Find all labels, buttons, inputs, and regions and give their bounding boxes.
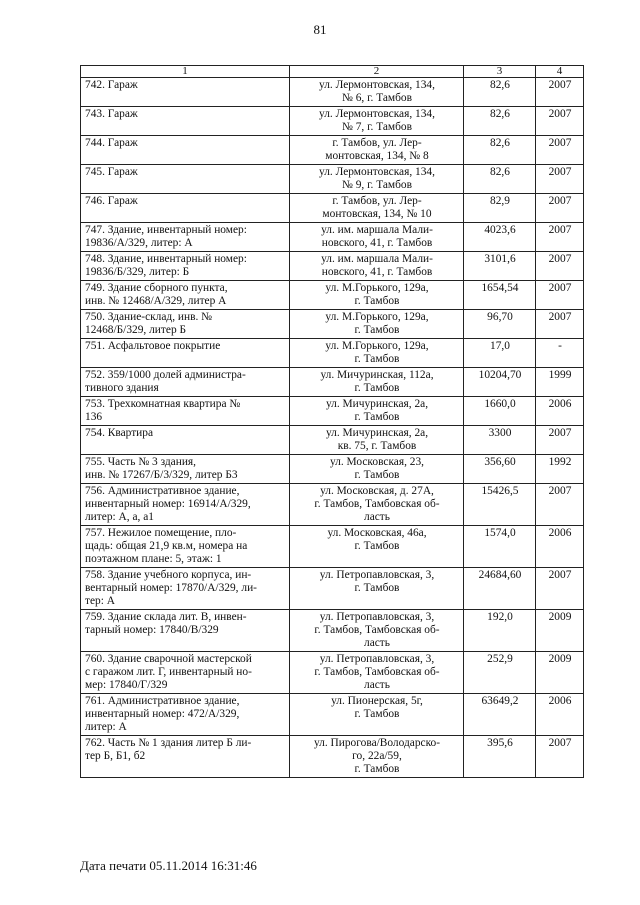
- property-name-cell: [81, 397, 290, 426]
- property-area-cell: [464, 736, 536, 778]
- property-address-cell: [290, 339, 464, 368]
- property-year-cell-text: 2007: [548, 311, 572, 323]
- property-year-cell-text: 2007: [548, 282, 572, 294]
- property-area-cell-text: 82,9: [490, 195, 510, 207]
- property-year-cell: [536, 339, 584, 368]
- property-area-cell: [464, 526, 536, 568]
- property-name-cell-text: 756. Административное здание, инвентарный номер: 16914/А/329, литер: А, а, а1: [85, 485, 251, 523]
- property-area-cell: [464, 368, 536, 397]
- property-name-cell: [81, 455, 290, 484]
- property-year-cell-text: 2007: [548, 108, 572, 120]
- property-name-cell: [81, 107, 290, 136]
- property-year-cell: [536, 694, 584, 736]
- property-area-cell-text: 192,0: [487, 611, 513, 623]
- property-year-cell: [536, 194, 584, 223]
- property-address-cell-text: ул. Пирогова/Володарско- го, 22а/59, г. Тамбов: [313, 737, 441, 775]
- property-year-cell: [536, 455, 584, 484]
- property-address-cell-text: ул. Петропавловская, 3, г. Тамбов, Тамбовская об- ласть: [314, 653, 440, 691]
- print-date: Дата печати 05.11.2014 16:31:46: [80, 858, 257, 873]
- property-year-cell-text: 2007: [548, 253, 572, 265]
- property-address-cell: [290, 526, 464, 568]
- property-year-cell-text: 2007: [548, 427, 572, 439]
- property-name-cell: [81, 165, 290, 194]
- property-year-cell: [536, 281, 584, 310]
- property-year-cell: [536, 736, 584, 778]
- property-address-cell: [290, 610, 464, 652]
- property-area-cell: [464, 252, 536, 281]
- property-area-cell: [464, 310, 536, 339]
- property-area-cell-text: 82,6: [490, 108, 510, 120]
- property-year-cell: [536, 397, 584, 426]
- property-address-cell-text: ул. Московская, д. 27А, г. Тамбов, Тамбовская об- ласть: [314, 485, 440, 523]
- property-area-cell-text: 15426,5: [481, 485, 519, 497]
- property-name-cell: [81, 736, 290, 778]
- property-area-cell-text: 4023,6: [484, 224, 516, 236]
- property-name-cell-text: 747. Здание, инвентарный номер: 19836/А/329, литер: А: [85, 224, 247, 249]
- property-area-cell-text: 356,60: [484, 456, 516, 468]
- property-area-cell: [464, 223, 536, 252]
- table-body: [81, 78, 584, 778]
- property-area-cell-text: 10204,70: [478, 369, 522, 381]
- property-area-cell: [464, 339, 536, 368]
- property-name-cell: [81, 526, 290, 568]
- property-area-cell: [464, 694, 536, 736]
- property-address-cell-text: ул. Московская, 23, г. Тамбов: [329, 456, 425, 481]
- property-year-cell: [536, 136, 584, 165]
- property-area-cell-text: 252,9: [487, 653, 513, 665]
- property-name-cell: [81, 426, 290, 455]
- property-year-cell-text: 2009: [548, 611, 572, 623]
- property-area-cell: [464, 78, 536, 107]
- property-area-cell-text: 395,6: [487, 737, 513, 749]
- property-address-cell-text: ул. Петропавловская, 3, г. Тамбов, Тамбовская об- ласть: [314, 611, 440, 649]
- column-header-2: 2: [290, 66, 464, 78]
- property-name-cell-text: 754. Квартира: [85, 427, 154, 439]
- property-name-cell: [81, 484, 290, 526]
- property-year-cell: [536, 252, 584, 281]
- property-address-cell-text: ул. Мичуринская, 2а, кв. 75, г. Тамбов: [325, 427, 429, 452]
- property-year-cell-text: 1999: [548, 369, 572, 381]
- property-name-cell-text: 744. Гараж: [85, 137, 138, 149]
- property-name-cell-text: 745. Гараж: [85, 166, 138, 178]
- property-year-cell: [536, 223, 584, 252]
- property-address-cell: [290, 281, 464, 310]
- property-name-cell: [81, 223, 290, 252]
- property-address-cell-text: ул. М.Горького, 129а, г. Тамбов: [325, 282, 429, 307]
- property-name-cell-text: 743. Гараж: [85, 108, 138, 120]
- table-row: [81, 252, 584, 281]
- property-name-cell: [81, 568, 290, 610]
- property-year-cell-text: -: [558, 340, 562, 352]
- property-address-cell: [290, 194, 464, 223]
- property-address-cell-text: ул. Лермонтовская, 134, № 7, г. Тамбов: [319, 108, 435, 133]
- property-area-cell-text: 63649,2: [481, 695, 519, 707]
- property-year-cell: [536, 568, 584, 610]
- property-name-cell-text: 757. Нежилое помещение, пло- щадь: общая 21,9 кв.м, номера на поэтажном плане: 5, этаж: 1: [85, 527, 248, 565]
- property-address-cell-text: ул. Мичуринская, 112а, г. Тамбов: [320, 369, 434, 394]
- property-year-cell-text: 2007: [548, 166, 572, 178]
- table-row: [81, 526, 584, 568]
- column-header-3: 3: [464, 66, 536, 78]
- property-name-cell: [81, 310, 290, 339]
- table-row: [81, 78, 584, 107]
- property-address-cell: [290, 568, 464, 610]
- table-row: [81, 568, 584, 610]
- property-name-cell: [81, 610, 290, 652]
- property-name-cell-text: 742. Гараж: [85, 79, 138, 91]
- property-year-cell-text: 2007: [548, 79, 572, 91]
- property-name-cell-text: 755. Часть № 3 здания, инв. № 17267/Б/3/329, литер Б3: [85, 456, 238, 481]
- property-area-cell-text: 1660,0: [484, 398, 516, 410]
- property-address-cell: [290, 455, 464, 484]
- property-address-cell: [290, 736, 464, 778]
- property-address-cell: [290, 368, 464, 397]
- column-header-1: 1: [81, 66, 290, 78]
- property-area-cell-text: 3101,6: [484, 253, 516, 265]
- property-address-cell-text: г. Тамбов, ул. Лер- монтовская, 134, № 10: [322, 195, 432, 220]
- table-row: [81, 694, 584, 736]
- property-year-cell-text: 2007: [548, 195, 572, 207]
- property-address-cell: [290, 484, 464, 526]
- property-address-cell-text: ул. им. маршала Мали- новского, 41, г. Тамбов: [321, 224, 433, 249]
- property-address-cell-text: ул. Мичуринская, 2а, г. Тамбов: [325, 398, 429, 423]
- property-year-cell-text: 2006: [548, 695, 572, 707]
- property-year-cell-text: 2006: [548, 398, 572, 410]
- property-address-cell-text: ул. им. маршала Мали- новского, 41, г. Тамбов: [321, 253, 433, 278]
- property-area-cell: [464, 165, 536, 194]
- property-year-cell: [536, 310, 584, 339]
- property-name-cell: [81, 78, 290, 107]
- property-name-cell: [81, 194, 290, 223]
- property-name-cell: [81, 368, 290, 397]
- property-address-cell: [290, 694, 464, 736]
- table-row: [81, 610, 584, 652]
- property-area-cell: [464, 136, 536, 165]
- page-number: 81: [313, 22, 327, 37]
- property-name-cell: [81, 252, 290, 281]
- property-year-cell-text: 2006: [548, 527, 572, 539]
- property-area-cell: [464, 194, 536, 223]
- property-address-cell-text: ул. Лермонтовская, 134, № 6, г. Тамбов: [319, 79, 435, 104]
- property-address-cell: [290, 223, 464, 252]
- property-address-cell-text: ул. Московская, 46а, г. Тамбов: [327, 527, 427, 552]
- property-address-cell: [290, 652, 464, 694]
- property-name-cell-text: 759. Здание склада лит. В, инвен- тарный номер: 17840/В/329: [85, 611, 247, 636]
- property-address-cell: [290, 165, 464, 194]
- property-year-cell-text: 2009: [548, 653, 572, 665]
- property-year-cell-text: 2007: [548, 224, 572, 236]
- property-area-cell-text: 1654,54: [481, 282, 519, 294]
- property-area-cell-text: 24684,60: [478, 569, 522, 581]
- property-year-cell-text: 1992: [548, 456, 572, 468]
- property-name-cell-text: 762. Часть № 1 здания литер Б ли- тер Б, Б1, б2: [85, 737, 252, 762]
- property-address-cell-text: ул. Лермонтовская, 134, № 9, г. Тамбов: [319, 166, 435, 191]
- property-area-cell: [464, 397, 536, 426]
- property-address-cell-text: г. Тамбов, ул. Лер- монтовская, 134, № 8: [325, 137, 429, 162]
- property-area-cell-text: 17,0: [490, 340, 510, 352]
- property-year-cell: [536, 78, 584, 107]
- property-address-cell-text: ул. М.Горького, 129а, г. Тамбов: [325, 311, 429, 336]
- property-name-cell-text: 746. Гараж: [85, 195, 138, 207]
- property-name-cell: [81, 339, 290, 368]
- table-header-row: [81, 66, 584, 78]
- table-row: [81, 426, 584, 455]
- table-row: [81, 136, 584, 165]
- property-name-cell: [81, 136, 290, 165]
- property-year-cell: [536, 652, 584, 694]
- property-address-cell: [290, 252, 464, 281]
- property-address-cell: [290, 78, 464, 107]
- property-area-cell: [464, 281, 536, 310]
- property-year-cell: [536, 610, 584, 652]
- property-area-cell-text: 82,6: [490, 79, 510, 91]
- property-area-cell: [464, 426, 536, 455]
- property-area-cell: [464, 484, 536, 526]
- property-name-cell-text: 758. Здание учебного корпуса, ин- вентарный номер: 17870/А/329, ли- тер: А: [85, 569, 257, 607]
- property-address-cell-text: ул. Петропавловская, 3, г. Тамбов: [319, 569, 435, 594]
- property-address-cell-text: ул. М.Горького, 129а, г. Тамбов: [325, 340, 429, 365]
- property-year-cell-text: 2007: [548, 737, 572, 749]
- property-address-cell: [290, 310, 464, 339]
- property-year-cell: [536, 165, 584, 194]
- property-year-cell: [536, 368, 584, 397]
- table-row: [81, 281, 584, 310]
- property-year-cell-text: 2007: [548, 569, 572, 581]
- property-name-cell-text: 748. Здание, инвентарный номер: 19836/Б/329, литер: Б: [85, 253, 247, 278]
- property-address-cell: [290, 136, 464, 165]
- property-year-cell: [536, 484, 584, 526]
- property-table: [80, 65, 584, 778]
- table-row: [81, 455, 584, 484]
- property-name-cell-text: 749. Здание сборного пункта, инв. № 12468/А/329, литер А: [85, 282, 228, 307]
- table-row: [81, 223, 584, 252]
- property-address-cell: [290, 107, 464, 136]
- property-name-cell-text: 753. Трехкомнатная квартира № 136: [85, 398, 241, 423]
- property-name-cell-text: 760. Здание сварочной мастерской с гаражом лит. Г, инвентарный но- мер: 17840/Г/329: [85, 653, 252, 691]
- table-row: [81, 165, 584, 194]
- property-area-cell-text: 3300: [488, 427, 512, 439]
- property-address-cell-text: ул. Пионерская, 5г, г. Тамбов: [331, 695, 423, 720]
- property-address-cell: [290, 397, 464, 426]
- table-row: [81, 736, 584, 778]
- table-row: [81, 397, 584, 426]
- property-area-cell-text: 1574,0: [484, 527, 516, 539]
- property-address-cell: [290, 426, 464, 455]
- property-year-cell-text: 2007: [548, 137, 572, 149]
- table-row: [81, 368, 584, 397]
- property-year-cell: [536, 526, 584, 568]
- property-name-cell: [81, 652, 290, 694]
- property-area-cell: [464, 455, 536, 484]
- table-row: [81, 484, 584, 526]
- property-area-cell: [464, 107, 536, 136]
- property-name-cell-text: 761. Административное здание, инвентарный номер: 472/А/329, литер: А: [85, 695, 240, 733]
- property-area-cell-text: 82,6: [490, 137, 510, 149]
- property-area-cell: [464, 652, 536, 694]
- property-year-cell-text: 2007: [548, 485, 572, 497]
- column-header-4: 4: [536, 66, 584, 78]
- property-name-cell: [81, 694, 290, 736]
- property-name-cell-text: 751. Асфальтовое покрытие: [85, 340, 221, 352]
- property-area-cell: [464, 568, 536, 610]
- table-row: [81, 194, 584, 223]
- table-row: [81, 652, 584, 694]
- property-name-cell-text: 750. Здание-склад, инв. № 12468/Б/329, литер Б: [85, 311, 213, 336]
- table-row: [81, 339, 584, 368]
- table-row: [81, 107, 584, 136]
- table-row: [81, 310, 584, 339]
- property-name-cell: [81, 281, 290, 310]
- property-year-cell: [536, 426, 584, 455]
- property-area-cell-text: 82,6: [490, 166, 510, 178]
- property-area-cell-text: 96,70: [487, 311, 513, 323]
- property-year-cell: [536, 107, 584, 136]
- property-area-cell: [464, 610, 536, 652]
- property-name-cell-text: 752. 359/1000 долей администра- тивного здания: [85, 369, 246, 394]
